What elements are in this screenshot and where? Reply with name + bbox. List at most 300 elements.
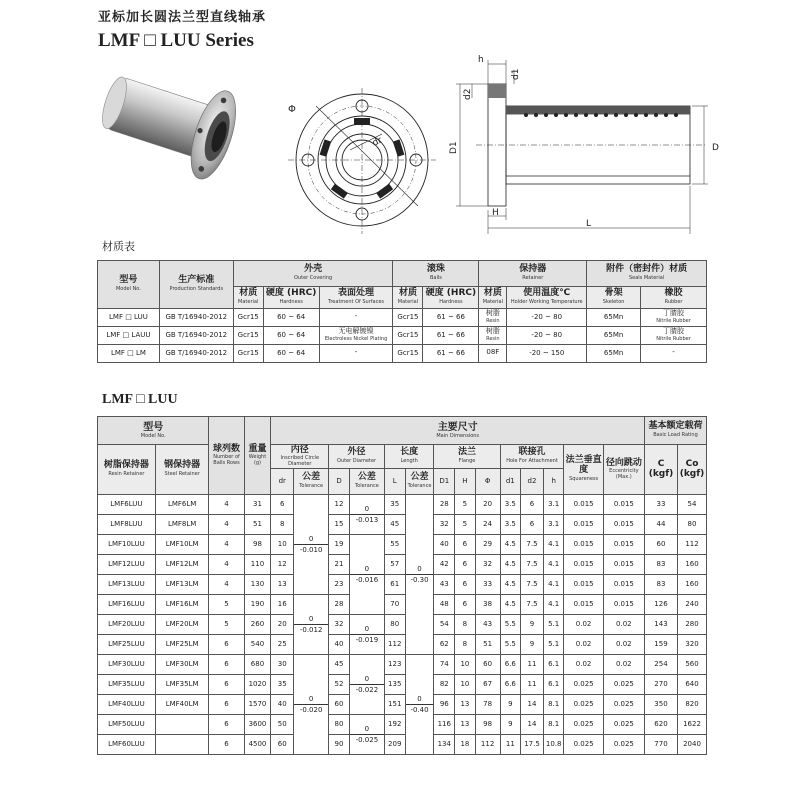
dimensions-section-title: LMF □ LUU bbox=[102, 392, 178, 407]
standard-cell: GB T/16940-2012 bbox=[159, 327, 233, 345]
D1-cell: 32 bbox=[434, 515, 455, 535]
d2-cell: 9 bbox=[521, 615, 544, 635]
phi-label: Φ bbox=[288, 104, 296, 115]
weight-cell: 680 bbox=[244, 655, 271, 675]
dimension-row bbox=[98, 675, 707, 695]
D1-cell: 28 bbox=[434, 495, 455, 515]
d1-cell: 6.6 bbox=[500, 655, 521, 675]
h-cell: 5.1 bbox=[543, 635, 564, 655]
dr-tolerance-cell bbox=[294, 495, 329, 595]
L-tolerance-cell bbox=[405, 655, 434, 755]
phi-cell: 112 bbox=[475, 735, 500, 755]
steel-model-cell bbox=[155, 735, 209, 755]
eccentricity-cell: 0.015 bbox=[603, 575, 644, 595]
dim-hdr-D1: D1 bbox=[434, 469, 455, 495]
h-cell: 4.1 bbox=[543, 595, 564, 615]
h-cell: 6.1 bbox=[543, 675, 564, 695]
C-cell: 44 bbox=[644, 515, 677, 535]
ball-material-cell: Gcr15 bbox=[393, 309, 423, 327]
h-cell: 5.1 bbox=[543, 615, 564, 635]
phi-cell: 33 bbox=[475, 575, 500, 595]
mat-hdr-temp: 使用温度℃ Holder Working Temperature bbox=[507, 287, 587, 309]
C-cell: 350 bbox=[644, 695, 677, 715]
page-title-cn: 亚标加长圆法兰型直线轴承 bbox=[98, 10, 267, 25]
surface-cn: - bbox=[354, 312, 358, 321]
retainer-en: Resin bbox=[486, 318, 500, 325]
d1-cell: 4.5 bbox=[500, 555, 521, 575]
Co-cell: 2040 bbox=[678, 735, 707, 755]
h-cell: 3.1 bbox=[543, 495, 564, 515]
materials-row bbox=[98, 345, 707, 363]
H-label: H bbox=[492, 208, 499, 218]
dimensions-table bbox=[97, 416, 707, 755]
D-cell: 19 bbox=[329, 535, 350, 555]
D-tolerance-cell-upper: 0 bbox=[364, 725, 370, 734]
rubber-en: Nitrile Rubber bbox=[656, 318, 691, 325]
steel-model-cell: LMF25LM bbox=[155, 635, 209, 655]
ball-rows-cell: 5 bbox=[209, 615, 244, 635]
phi-cell: 43 bbox=[475, 615, 500, 635]
resin-model-cell: LMF25LUU bbox=[98, 635, 156, 655]
product-photo bbox=[96, 62, 256, 192]
ball-rows-cell: 4 bbox=[209, 515, 244, 535]
L-cell: 192 bbox=[384, 715, 405, 735]
h-cell: 10.8 bbox=[543, 735, 564, 755]
C-cell: 83 bbox=[644, 555, 677, 575]
L-cell: 61 bbox=[384, 575, 405, 595]
L-tolerance-cell-lower: -0.40 bbox=[406, 704, 434, 714]
squareness-cell: 0.02 bbox=[564, 615, 603, 635]
C-cell: 126 bbox=[644, 595, 677, 615]
mat-hdr-model: 型号 Model No. bbox=[98, 261, 160, 309]
model-cell: LMF □ LAUU bbox=[98, 327, 160, 345]
steel-model-cell: LMF20LM bbox=[155, 615, 209, 635]
Co-cell: 240 bbox=[678, 595, 707, 615]
resin-model-cell: LMF12LUU bbox=[98, 555, 156, 575]
material-cell: Gcr15 bbox=[233, 345, 263, 363]
steel-model-cell: LMF8LM bbox=[155, 515, 209, 535]
rubber-cn: 丁腈胶 bbox=[663, 327, 685, 336]
phi-cell: 29 bbox=[475, 535, 500, 555]
D-tolerance-cell-upper: 0 bbox=[364, 565, 370, 574]
squareness-cell: 0.015 bbox=[564, 575, 603, 595]
ball-rows-cell: 6 bbox=[209, 715, 244, 735]
L-label: L bbox=[586, 219, 592, 229]
dr-tolerance-cell-upper: 0 bbox=[308, 695, 314, 704]
h-cell: 6.1 bbox=[543, 655, 564, 675]
squareness-cell: 0.025 bbox=[564, 695, 603, 715]
dim-hdr-rows: 球列数 Number of Balls Rows bbox=[209, 417, 244, 495]
retainer-cn: 08F bbox=[486, 348, 500, 357]
d1-cell: 11 bbox=[500, 735, 521, 755]
h-cell: 8.1 bbox=[543, 715, 564, 735]
C-cell: 770 bbox=[644, 735, 677, 755]
steel-model-cell: LMF16LM bbox=[155, 595, 209, 615]
dim-hdr-load: 基本额定载荷 Basic Load Rating bbox=[644, 417, 706, 445]
D-tolerance-cell-upper: 0 bbox=[364, 625, 370, 634]
ball-hardness-cell: 61 ~ 66 bbox=[423, 345, 479, 363]
d2-cell: 7.5 bbox=[521, 555, 544, 575]
dimension-row bbox=[98, 575, 707, 595]
L-cell: 80 bbox=[384, 615, 405, 635]
dr-cell: 40 bbox=[271, 695, 294, 715]
materials-row bbox=[98, 327, 707, 345]
materials-body bbox=[98, 309, 707, 363]
retainer-cn: 树脂 bbox=[485, 327, 500, 336]
dim-hdr-squareness: 法兰垂直度 Squareness bbox=[564, 445, 603, 495]
resin-model-cell: LMF40LUU bbox=[98, 695, 156, 715]
resin-model-cell: LMF13LUU bbox=[98, 575, 156, 595]
h-label: h bbox=[478, 55, 484, 65]
D1-cell: 40 bbox=[434, 535, 455, 555]
rubber-en: Nitrile Rubber bbox=[656, 336, 691, 343]
resin-model-cell: LMF6LUU bbox=[98, 495, 156, 515]
dr-tolerance-cell-lower: -0.020 bbox=[294, 704, 328, 714]
D-tolerance-cell-lower: -0.022 bbox=[350, 684, 384, 694]
surface-cn: 无电解镀镍 bbox=[338, 327, 374, 336]
C-cell: 60 bbox=[644, 535, 677, 555]
weight-cell: 51 bbox=[244, 515, 271, 535]
steel-model-cell: LMF13LM bbox=[155, 575, 209, 595]
phi-cell: 78 bbox=[475, 695, 500, 715]
dim-hdr-eccentricity: 径向跳动 Eccentricity (Max.) bbox=[603, 445, 644, 495]
eccentricity-cell: 0.015 bbox=[603, 495, 644, 515]
dim-hdr-L: L bbox=[384, 469, 405, 495]
D-cell: 60 bbox=[329, 695, 350, 715]
mat-hdr-ret-material: 材质 Material bbox=[479, 287, 507, 309]
dim-hdr-flange: 法兰 Flange bbox=[434, 445, 500, 469]
resin-model-cell: LMF16LUU bbox=[98, 595, 156, 615]
D-tolerance-cell bbox=[349, 615, 384, 655]
D1-cell: 116 bbox=[434, 715, 455, 735]
dim-hdr-dr: dr bbox=[271, 469, 294, 495]
resin-model-cell: LMF10LUU bbox=[98, 535, 156, 555]
dim-hdr-Co: Co (kgf) bbox=[678, 445, 707, 495]
weight-cell: 3600 bbox=[244, 715, 271, 735]
dim-hdr-L-tol: 公差 Tolerance bbox=[405, 469, 434, 495]
squareness-cell: 0.015 bbox=[564, 495, 603, 515]
standard-cell: GB T/16940-2012 bbox=[159, 345, 233, 363]
hardness-cell: 60 ~ 64 bbox=[263, 345, 319, 363]
D-cell: 40 bbox=[329, 635, 350, 655]
dimension-row bbox=[98, 595, 707, 615]
material-cell: Gcr15 bbox=[233, 327, 263, 345]
ball-rows-cell: 6 bbox=[209, 735, 244, 755]
dr-cell: 25 bbox=[271, 635, 294, 655]
H-cell: 6 bbox=[455, 555, 476, 575]
dr-cell: 13 bbox=[271, 575, 294, 595]
ball-rows-cell: 4 bbox=[209, 535, 244, 555]
eccentricity-cell: 0.02 bbox=[603, 635, 644, 655]
temperature-cell: -20 ~ 80 bbox=[507, 309, 587, 327]
front-view-drawing bbox=[282, 86, 442, 238]
dim-hdr-D-tol: 公差 Tolerance bbox=[349, 469, 384, 495]
d1-cell: 9 bbox=[500, 695, 521, 715]
D1-cell: 43 bbox=[434, 575, 455, 595]
L-cell: 57 bbox=[384, 555, 405, 575]
L-cell: 70 bbox=[384, 595, 405, 615]
d1-cell: 5.5 bbox=[500, 635, 521, 655]
mat-hdr-ball-hardness: 硬度 (HRC) Hardness bbox=[423, 287, 479, 309]
dim-hdr-d1: d1 bbox=[500, 469, 521, 495]
H-cell: 6 bbox=[455, 575, 476, 595]
rubber-cell bbox=[641, 309, 707, 327]
surface-cn: - bbox=[354, 348, 358, 357]
D-tolerance-cell bbox=[349, 715, 384, 755]
eccentricity-cell: 0.025 bbox=[603, 735, 644, 755]
dr-cell: 35 bbox=[271, 675, 294, 695]
rubber-cell bbox=[641, 345, 707, 363]
dr-tolerance-cell-lower: -0.010 bbox=[294, 544, 328, 554]
dim-hdr-dr-tol: 公差 Tolerance bbox=[294, 469, 329, 495]
L-cell: 112 bbox=[384, 635, 405, 655]
phi-cell: 38 bbox=[475, 595, 500, 615]
dim-hdr-H: H bbox=[455, 469, 476, 495]
mat-hdr-material: 材质 Material bbox=[233, 287, 263, 309]
Co-cell: 820 bbox=[678, 695, 707, 715]
ball-material-cell: Gcr15 bbox=[393, 327, 423, 345]
retainer-cell bbox=[479, 327, 507, 345]
dimension-row bbox=[98, 535, 707, 555]
dr-cell: 20 bbox=[271, 615, 294, 635]
rubber-cn: 丁腈胶 bbox=[663, 309, 685, 318]
ball-rows-cell: 6 bbox=[209, 675, 244, 695]
phi-cell: 24 bbox=[475, 515, 500, 535]
d2-cell: 7.5 bbox=[521, 595, 544, 615]
steel-model-cell: LMF35LM bbox=[155, 675, 209, 695]
D-cell: 12 bbox=[329, 495, 350, 515]
steel-model-cell: LMF10LM bbox=[155, 535, 209, 555]
C-cell: 159 bbox=[644, 635, 677, 655]
mat-hdr-balls: 滚珠 Balls bbox=[393, 261, 479, 287]
model-cell: LMF □ LUU bbox=[98, 309, 160, 327]
D-tolerance-cell bbox=[349, 495, 384, 535]
C-cell: 620 bbox=[644, 715, 677, 735]
C-cell: 33 bbox=[644, 495, 677, 515]
H-cell: 13 bbox=[455, 715, 476, 735]
dr-cell: 30 bbox=[271, 655, 294, 675]
d1-cell: 4.5 bbox=[500, 595, 521, 615]
mat-hdr-retainer: 保持器 Retainer bbox=[479, 261, 587, 287]
ball-rows-cell: 6 bbox=[209, 695, 244, 715]
D-tolerance-cell bbox=[349, 535, 384, 615]
ball-material-cell: Gcr15 bbox=[393, 345, 423, 363]
standard-cell: GB T/16940-2012 bbox=[159, 309, 233, 327]
D-label: D bbox=[712, 143, 719, 153]
dr-cell: 12 bbox=[271, 555, 294, 575]
weight-cell: 98 bbox=[244, 535, 271, 555]
mat-hdr-ball-material: 材质 Material bbox=[393, 287, 423, 309]
model-cell: LMF □ LM bbox=[98, 345, 160, 363]
retainer-cell bbox=[479, 345, 507, 363]
dim-hdr-D: D bbox=[329, 469, 350, 495]
L-cell: 209 bbox=[384, 735, 405, 755]
d2-cell: 14 bbox=[521, 695, 544, 715]
L-cell: 55 bbox=[384, 535, 405, 555]
H-cell: 8 bbox=[455, 615, 476, 635]
d2-cell: 6 bbox=[521, 495, 544, 515]
dim-hdr-model: 型号 Model No. bbox=[98, 417, 209, 445]
Co-cell: 54 bbox=[678, 495, 707, 515]
dr-tolerance-cell-upper: 0 bbox=[308, 535, 314, 544]
dim-hdr-phi: Φ bbox=[475, 469, 500, 495]
squareness-cell: 0.02 bbox=[564, 655, 603, 675]
H-cell: 10 bbox=[455, 675, 476, 695]
ball-rows-cell: 4 bbox=[209, 555, 244, 575]
D-cell: 23 bbox=[329, 575, 350, 595]
resin-model-cell: LMF8LUU bbox=[98, 515, 156, 535]
squareness-cell: 0.025 bbox=[564, 675, 603, 695]
D1-label: D1 bbox=[449, 141, 459, 154]
C-cell: 143 bbox=[644, 615, 677, 635]
H-cell: 6 bbox=[455, 595, 476, 615]
L-tolerance-cell-lower: -0.30 bbox=[406, 574, 434, 584]
mat-hdr-surface: 表面处理 Treatment Of Surfaces bbox=[319, 287, 393, 309]
rubber-cn: - bbox=[672, 348, 675, 357]
hardness-cell: 60 ~ 64 bbox=[263, 327, 319, 345]
phi-cell: 32 bbox=[475, 555, 500, 575]
hardness-cell: 60 ~ 64 bbox=[263, 309, 319, 327]
h-cell: 8.1 bbox=[543, 695, 564, 715]
dr-cell: 50 bbox=[271, 715, 294, 735]
materials-table bbox=[97, 260, 707, 363]
d1-cell: 3.5 bbox=[500, 515, 521, 535]
weight-cell: 1020 bbox=[244, 675, 271, 695]
d2-cell: 17.5 bbox=[521, 735, 544, 755]
skeleton-cell: 65Mn bbox=[587, 309, 641, 327]
L-cell: 35 bbox=[384, 495, 405, 515]
dim-hdr-resin: 树脂保持器 Resin Retainer bbox=[98, 445, 156, 495]
squareness-cell: 0.015 bbox=[564, 555, 603, 575]
Co-cell: 80 bbox=[678, 515, 707, 535]
mat-hdr-skeleton: 骨架 Skeleton bbox=[587, 287, 641, 309]
weight-cell: 190 bbox=[244, 595, 271, 615]
h-cell: 4.1 bbox=[543, 555, 564, 575]
d1-cell: 9 bbox=[500, 715, 521, 735]
C-cell: 83 bbox=[644, 575, 677, 595]
rubber-cell bbox=[641, 327, 707, 345]
h-cell: 3.1 bbox=[543, 515, 564, 535]
D-tolerance-cell-lower: -0.019 bbox=[350, 634, 384, 644]
D1-cell: 42 bbox=[434, 555, 455, 575]
ball-rows-cell: 5 bbox=[209, 595, 244, 615]
d2-label: d2 bbox=[463, 88, 473, 100]
surface-cell bbox=[319, 309, 393, 327]
D1-cell: 48 bbox=[434, 595, 455, 615]
D-tolerance-cell-lower: -0.025 bbox=[350, 734, 384, 744]
phi-cell: 98 bbox=[475, 715, 500, 735]
dimension-row bbox=[98, 735, 707, 755]
dimension-row bbox=[98, 495, 707, 515]
C-cell: 254 bbox=[644, 655, 677, 675]
dr-cell: 10 bbox=[271, 535, 294, 555]
mat-hdr-outer: 外壳 Outer Covering bbox=[233, 261, 393, 287]
L-tolerance-cell bbox=[405, 495, 434, 655]
steel-model-cell: LMF6LM bbox=[155, 495, 209, 515]
d1-label: d1 bbox=[511, 68, 521, 80]
weight-cell: 110 bbox=[244, 555, 271, 575]
dimension-row bbox=[98, 615, 707, 635]
temperature-cell: -20 ~ 80 bbox=[507, 327, 587, 345]
H-cell: 10 bbox=[455, 655, 476, 675]
retainer-en: Resin bbox=[486, 336, 500, 343]
steel-model-cell bbox=[155, 715, 209, 735]
eccentricity-cell: 0.02 bbox=[603, 655, 644, 675]
phi-cell: 67 bbox=[475, 675, 500, 695]
Co-cell: 320 bbox=[678, 635, 707, 655]
d2-cell: 9 bbox=[521, 635, 544, 655]
d2-cell: 6 bbox=[521, 515, 544, 535]
L-cell: 123 bbox=[384, 655, 405, 675]
weight-cell: 4500 bbox=[244, 735, 271, 755]
h-cell: 4.1 bbox=[543, 575, 564, 595]
D1-cell: 74 bbox=[434, 655, 455, 675]
squareness-cell: 0.015 bbox=[564, 595, 603, 615]
Co-cell: 160 bbox=[678, 575, 707, 595]
materials-row bbox=[98, 309, 707, 327]
D-tolerance-cell-upper: 0 bbox=[364, 675, 370, 684]
squareness-cell: 0.025 bbox=[564, 715, 603, 735]
dr-tolerance-cell-lower: -0.012 bbox=[294, 624, 328, 634]
d1-cell: 5.5 bbox=[500, 615, 521, 635]
D-cell: 45 bbox=[329, 655, 350, 675]
H-cell: 5 bbox=[455, 495, 476, 515]
steel-model-cell: LMF30LM bbox=[155, 655, 209, 675]
H-cell: 5 bbox=[455, 515, 476, 535]
H-cell: 18 bbox=[455, 735, 476, 755]
D-cell: 28 bbox=[329, 595, 350, 615]
dr-cell: 6 bbox=[271, 495, 294, 515]
surface-cell bbox=[319, 327, 393, 345]
eccentricity-cell: 0.025 bbox=[603, 715, 644, 735]
dimension-row bbox=[98, 555, 707, 575]
ball-rows-cell: 6 bbox=[209, 635, 244, 655]
H-cell: 6 bbox=[455, 535, 476, 555]
dim-hdr-C: C (kgf) bbox=[644, 445, 677, 495]
D-tolerance-cell bbox=[349, 655, 384, 715]
Co-cell: 640 bbox=[678, 675, 707, 695]
H-cell: 8 bbox=[455, 635, 476, 655]
resin-model-cell: LMF20LUU bbox=[98, 615, 156, 635]
d2-cell: 11 bbox=[521, 655, 544, 675]
dimension-row bbox=[98, 695, 707, 715]
retainer-cell bbox=[479, 309, 507, 327]
D-cell: 52 bbox=[329, 675, 350, 695]
retainer-cn: 树脂 bbox=[485, 309, 500, 318]
phi-cell: 51 bbox=[475, 635, 500, 655]
squareness-cell: 0.015 bbox=[564, 535, 603, 555]
surface-en: Electroless Nickel Plating bbox=[324, 336, 388, 343]
page-title-en: LMF □ LUU Series bbox=[98, 30, 254, 51]
Co-cell: 160 bbox=[678, 555, 707, 575]
weight-cell: 31 bbox=[244, 495, 271, 515]
Co-cell: 1622 bbox=[678, 715, 707, 735]
D-cell: 80 bbox=[329, 715, 350, 735]
d2-cell: 7.5 bbox=[521, 535, 544, 555]
dim-hdr-outer: 外径 Outer Diameter bbox=[329, 445, 385, 469]
eccentricity-cell: 0.015 bbox=[603, 555, 644, 575]
d1-cell: 6.6 bbox=[500, 675, 521, 695]
dr-tolerance-cell bbox=[294, 655, 329, 755]
resin-model-cell: LMF35LUU bbox=[98, 675, 156, 695]
material-cell: Gcr15 bbox=[233, 309, 263, 327]
mat-hdr-std: 生产标准 Production Standards bbox=[159, 261, 233, 309]
L-cell: 135 bbox=[384, 675, 405, 695]
D-tolerance-cell-lower: -0.016 bbox=[350, 574, 384, 584]
dr-cell: 8 bbox=[271, 515, 294, 535]
squareness-cell: 0.015 bbox=[564, 515, 603, 535]
dim-hdr-holes: 联接孔 Hole For Attachment bbox=[500, 445, 564, 469]
